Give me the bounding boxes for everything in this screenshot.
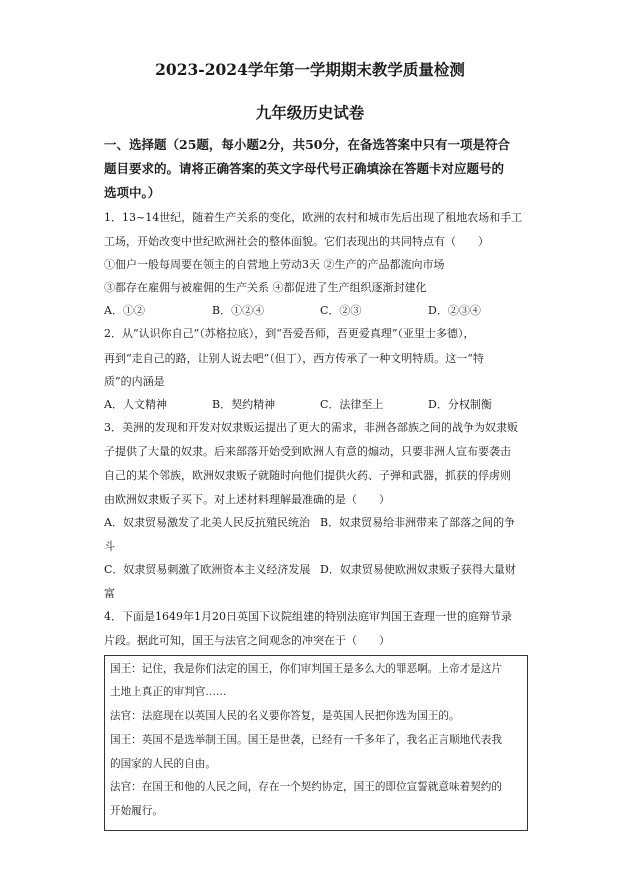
section-instruction-line-3: 选项中。）: [104, 185, 161, 200]
q3-option-b: B．奴隶贸易给非洲带来了部落之间的争: [320, 516, 516, 529]
q3-stem-line-4: 由欧洲奴隶贩子买下。对上述材料理解最准确的是（ ）: [104, 493, 390, 506]
exam-title: 2023-2024学年第一学期期末教学质量检测: [155, 60, 465, 79]
q1-statement-line-1: ①佃户一般每周要在领主的自营地上劳动3天 ②生产的产品都流向市场: [104, 258, 445, 271]
q2-stem-line-2: 再到“走自己的路，让别人说去吧”（但丁），西方传承了一种文明特质。这一“特: [104, 352, 484, 365]
q2-option-c: C．法律至上: [320, 398, 384, 411]
q1-option-d: D．②③④: [428, 304, 481, 317]
q1-option-c: C．②③: [320, 304, 362, 317]
exam-subtitle: 九年级历史试卷: [255, 103, 365, 122]
q4-material-line-3: 法官：法庭现在以英国人民的名义要你答复，是英国人民把你选为国王的。: [110, 710, 460, 722]
q1-stem-line-1: 1．13~14世纪，随着生产关系的变化，欧洲的农村和城市先后出现了租地农场和手工: [104, 211, 523, 224]
q4-stem-line-2: 片段。据此可知，国王与法官之间观念的冲突在于（ ）: [104, 634, 390, 647]
q4-material-line-5: 的国家的人民的自由。: [110, 758, 216, 770]
q1-option-b: B．①②④: [212, 304, 265, 317]
q2-stem-line-3: 质”的内涵是: [104, 375, 165, 388]
q4-material-line-1: 国王：记住，我是你们法定的国王，你们审判国王是多么大的罪恶啊。上帝才是这片: [110, 663, 502, 675]
q4-stem-line-1: 4．下面是1649年1月20日英国下议院组建的特别法庭审判国王查理一世的庭辩节录: [104, 610, 512, 623]
q3-option-c: C．奴隶贸易刺激了欧洲资本主义经济发展: [104, 563, 311, 576]
section-instruction-line-2: 题目要求的。请将正确答案的英文字母代号正确填涂在答题卡对应题号的: [104, 161, 505, 176]
q2-option-d: D．分权制衡: [428, 398, 492, 411]
q3-option-a: A．奴隶贸易激发了北美人民反抗殖民统治: [104, 516, 310, 529]
q2-option-a: A．人文精神: [104, 398, 167, 411]
q3-stem-line-3: 自己的某个邻族，欧洲奴隶贩子就随时向他们提供火药、子弹和武器，抓获的俘虏则: [104, 469, 511, 482]
q3-option-d-continued: 富: [104, 587, 115, 600]
q4-material-line-6: 法官：在国王和他的人民之间，存在一个契约协定，国王的即位宣誓就意味着契约的: [110, 781, 502, 793]
section-instruction-line-1: 一、选择题（25题，每小题2分，共50分，在备选答案中只有一项是符合: [104, 137, 510, 152]
q3-option-b-continued: 斗: [104, 540, 115, 553]
q1-option-a: A．①②: [104, 304, 145, 317]
q1-stem-line-2: 工场，开始改变中世纪欧洲社会的整体面貌。它们表现出的共同特点有（ ）: [104, 235, 489, 248]
q1-statement-line-2: ③都存在雇佣与被雇佣的生产关系 ④都促进了生产组织逐渐封建化: [104, 281, 427, 294]
q3-option-d: D．奴隶贸易使欧洲奴隶贩子获得大量财: [320, 563, 516, 576]
q4-material-line-2: 土地上真正的审判官……: [110, 686, 227, 698]
q4-material-line-4: 国王：英国不是选举制王国。国王是世袭，已经有一千多年了，我名正言顺地代表我: [110, 734, 502, 746]
q2-option-b: B．契约精神: [212, 398, 276, 411]
q4-material-line-7: 开始履行。: [110, 805, 163, 817]
q2-stem-line-1: 2．从“认识你自己”（苏格拉底），到“吾爱吾师，吾更爱真理”（亚里士多德），: [104, 327, 475, 340]
q3-stem-line-2: 子提供了大量的奴隶。后来部落开始受到欧洲人有意的煽动，只要非洲人宣布要袭击: [104, 445, 511, 458]
q3-stem-line-1: 3．美洲的发现和开发对奴隶贩运提出了更大的需求，非洲各部族之间的战争为奴隶贩: [104, 421, 518, 434]
